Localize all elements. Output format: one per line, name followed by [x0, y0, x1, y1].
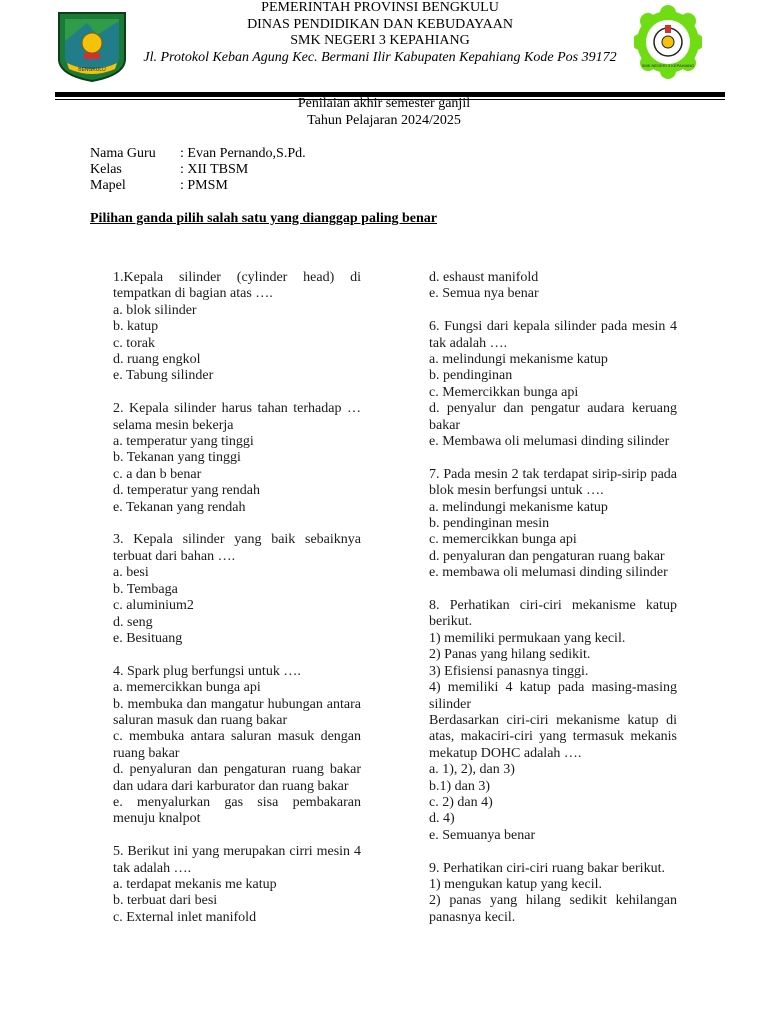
question-block [113, 270, 361, 385]
question-line: a. memercikkan bunga api [113, 680, 261, 696]
question-block [429, 467, 677, 582]
question-line: c. aluminium2 [113, 598, 194, 614]
question-stem: 5. Berikut ini yang merupakan cirri mesin 4 tak adalah …. [113, 844, 361, 876]
question-block [429, 598, 677, 844]
question-line: e. Membawa oli melumasi dinding silinder [429, 434, 670, 450]
question-block [429, 861, 677, 927]
mapel-value: : PMSM [180, 178, 228, 193]
question-block [113, 532, 361, 647]
exam-year: Tahun Pelajaran 2024/2025 [307, 112, 461, 128]
emblem-text: BENGKULU [78, 67, 106, 73]
question-line: 1) memiliki permukaan yang kecil. [429, 630, 626, 646]
exam-title: Penilaian akhir semester ganjil [297, 96, 471, 111]
question-line: 1) mengukan katup yang kecil. [429, 876, 603, 892]
info-row-guru [90, 146, 306, 162]
question-stem: 3. Kepala silinder yang baik sebaiknya terbuat dari bahan …. [113, 532, 361, 564]
guru-label: Nama Guru [90, 146, 156, 161]
question-line: b. Tembaga [113, 581, 178, 597]
question-block [113, 844, 361, 926]
question-line: a. temperatur yang tinggi [113, 434, 254, 450]
question-line: e. Semuanya benar [429, 827, 536, 843]
question-line: c. External inlet manifold [113, 909, 257, 925]
kelas-label: Kelas [90, 162, 122, 177]
question-stem: 2. Kepala silinder harus tahan terhadap … selama mesin bekerja [113, 401, 361, 433]
info-row-kelas [90, 162, 306, 178]
question-line: b. Tekanan yang tinggi [113, 450, 241, 466]
question-line: 3) Efisiensi panasnya tinggi. [429, 663, 589, 679]
question-stem: 6. Fungsi dari kepala silinder pada mesin 4 tak adalah …. [429, 319, 677, 351]
question-line: 2) panas yang hilang sedikit kehilangan panasnya kecil. [429, 893, 677, 925]
question-stem: 9. Perhatikan ciri-ciri ruang bakar berikut. [429, 860, 665, 876]
question-line: a. melindungi mekanisme katup [429, 352, 608, 368]
question-line: b.1) dan 3) [429, 778, 491, 794]
question-line: d. temperatur yang rendah [113, 483, 260, 499]
question-line: b. pendinginan mesin [429, 516, 550, 532]
question-line: e. Tabung silinder [113, 368, 214, 384]
question-line: Berdasarkan ciri-ciri mekanisme katup di atas, makaciri-ciri yang termasuk mekanis mekatup DOHC adalah …. [429, 712, 677, 761]
question-block [429, 270, 677, 303]
question-line: d. penyalur dan pengatur audara keruang bakar [429, 401, 677, 433]
kelas-value: : XII TBSM [180, 162, 249, 177]
question-line: a. terdapat mekanis me katup [113, 876, 277, 892]
questions-right-column [429, 270, 677, 943]
question-line: d. eshaust manifold [429, 270, 539, 285]
question-line: d. seng [113, 614, 153, 630]
question-line: a. 1), 2), dan 3) [429, 762, 515, 778]
question-stem: 7. Pada mesin 2 tak terdapat sirip-sirip pada blok mesin berfungsi untuk …. [429, 466, 677, 499]
question-block [429, 319, 677, 450]
question-block [113, 401, 361, 516]
question-line: c. Memercikkan bunga api [429, 384, 579, 400]
question-line: e. Besituang [113, 630, 183, 646]
exam-info [90, 146, 306, 194]
header-line-school: SMK NEGERI 3 KEPAHIANG [290, 33, 470, 48]
question-line: e. membawa oli melumasi dinding silinder [429, 565, 668, 581]
info-row-mapel [90, 178, 306, 194]
question-line: a. melindungi mekanisme katup [429, 499, 608, 515]
question-stem: 8. Perhatikan ciri-ciri mekanisme katup berikut. [429, 598, 677, 630]
question-block [113, 664, 361, 828]
question-line: d. penyaluran dan pengaturan ruang bakar [429, 548, 665, 564]
question-line: e. menyalurkan gas sisa pembakaran menuju knalpot [113, 794, 361, 827]
question-line: d. 4) [429, 811, 455, 827]
question-line: c. membuka antara saluran masuk dengan ruang bakar [113, 729, 361, 761]
question-line: d. ruang engkol [113, 352, 201, 368]
mapel-label: Mapel [90, 178, 126, 193]
question-line: b. katup [113, 319, 159, 335]
question-stem: 1.Kepala silinder (cylinder head) di tempatkan di bagian atas …. [113, 270, 361, 302]
question-line: c. 2) dan 4) [429, 794, 493, 810]
header-address: Jl. Protokol Keban Agung Kec. Bermani Ilir Kabupaten Kepahiang Kode Pos 39172 [143, 49, 617, 65]
school-logo-text: SMK NEGERI 3 KEPAHIANG [641, 63, 695, 68]
question-line: a. besi [113, 565, 149, 581]
header-line-province: PEMERINTAH PROVINSI BENGKULU [261, 0, 499, 15]
question-line: b. pendinginan [429, 368, 513, 384]
question-line: a. blok silinder [113, 302, 197, 318]
school-logo [634, 3, 702, 81]
provincial-emblem-logo [57, 11, 127, 83]
guru-value: : Evan Pernando,S.Pd. [180, 146, 306, 161]
exam-title-block [184, 96, 584, 129]
question-line: d. penyaluran dan pengaturan ruang bakar dan udara dari karburator dan ruang bakar [113, 762, 361, 794]
question-stem: 4. Spark plug berfungsi untuk …. [113, 663, 301, 679]
question-line: 2) Panas yang hilang sedikit. [429, 647, 591, 663]
question-line: b. membuka dan mangatur hubungan antara saluran masuk dan ruang bakar [113, 696, 361, 728]
header-line-dinas: DINAS PENDIDIKAN DAN KEBUDAYAAN [247, 16, 513, 32]
question-line: 4) memiliki 4 katup pada masing-masing silinder [429, 680, 677, 712]
instruction-heading: Pilihan ganda pilih salah satu yang dianggap paling benar [90, 211, 438, 226]
question-line: e. Tekanan yang rendah [113, 499, 246, 515]
question-line: c. a dan b benar [113, 466, 202, 482]
questions-left-column [113, 270, 361, 943]
question-line: c. torak [113, 335, 155, 351]
question-line: b. terbuat dari besi [113, 893, 218, 909]
question-line: c. memercikkan bunga api [429, 532, 577, 548]
question-line: e. Semua nya benar [429, 286, 539, 302]
letterhead [140, 0, 620, 66]
